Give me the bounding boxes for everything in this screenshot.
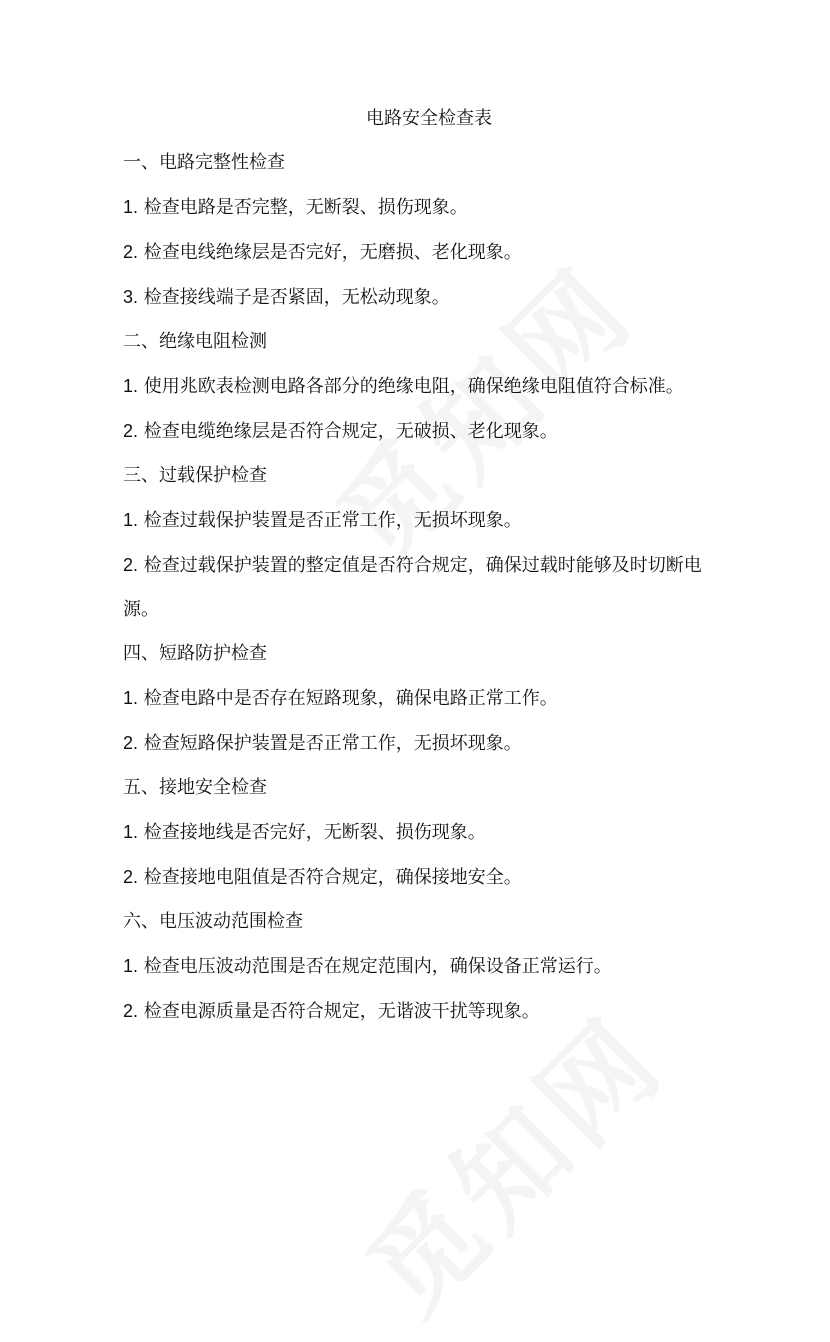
list-item bbox=[123, 953, 723, 980]
document-body bbox=[123, 106, 723, 1043]
item-text: 检查过载保护装置的整定值是否符合规定，确保过载时能够及时切断电源。 bbox=[123, 555, 702, 620]
item-number: 2. bbox=[123, 733, 139, 753]
item-number: 1. bbox=[123, 376, 139, 396]
item-number: 2. bbox=[123, 421, 139, 441]
item-text: 检查过载保护装置是否正常工作，无损坏现象。 bbox=[143, 510, 522, 531]
list-item bbox=[123, 998, 723, 1025]
item-text: 检查电路是否完整，无断裂、损伤现象。 bbox=[143, 197, 468, 218]
section-heading: 六、电压波动范围检查 bbox=[123, 911, 303, 932]
list-item bbox=[123, 543, 713, 632]
list-item bbox=[123, 507, 723, 534]
list-item bbox=[123, 819, 723, 846]
list-item bbox=[123, 730, 723, 757]
item-text: 检查电源质量是否符合规定，无谐波干扰等现象。 bbox=[143, 1001, 540, 1022]
section-heading: 二、绝缘电阻检测 bbox=[123, 331, 267, 352]
page-title: 电路安全检查表 bbox=[366, 108, 492, 129]
list-item bbox=[123, 284, 723, 311]
list-item bbox=[123, 194, 723, 221]
item-number: 1. bbox=[123, 956, 139, 976]
list-item bbox=[123, 418, 723, 445]
item-number: 3. bbox=[123, 287, 139, 307]
item-text: 使用兆欧表检测电路各部分的绝缘电阻，确保绝缘电阻值符合标准。 bbox=[143, 376, 684, 397]
item-number: 2. bbox=[123, 1001, 139, 1021]
list-item bbox=[123, 685, 723, 712]
section-heading: 三、过载保护检查 bbox=[123, 465, 267, 486]
item-number: 1. bbox=[123, 510, 139, 530]
item-number: 2. bbox=[123, 555, 139, 575]
item-text: 检查电缆绝缘层是否符合规定，无破损、老化现象。 bbox=[143, 421, 558, 442]
item-number: 1. bbox=[123, 822, 139, 842]
item-number: 1. bbox=[123, 197, 139, 217]
item-number: 2. bbox=[123, 242, 139, 262]
item-text: 检查接地电阻值是否符合规定，确保接地安全。 bbox=[143, 867, 522, 888]
item-text: 检查短路保护装置是否正常工作，无损坏现象。 bbox=[143, 733, 522, 754]
section-heading: 五、接地安全检查 bbox=[123, 777, 267, 798]
item-text: 检查电压波动范围是否在规定范围内，确保设备正常运行。 bbox=[143, 956, 612, 977]
list-item bbox=[123, 239, 723, 266]
item-text: 检查电路中是否存在短路现象，确保电路正常工作。 bbox=[143, 688, 558, 709]
item-number: 1. bbox=[123, 688, 139, 708]
list-item bbox=[123, 364, 713, 409]
list-item bbox=[123, 864, 723, 891]
section-heading: 一、电路完整性检查 bbox=[123, 152, 285, 173]
section-heading: 四、短路防护检查 bbox=[123, 643, 267, 664]
item-text: 检查接线端子是否紧固，无松动现象。 bbox=[143, 287, 450, 308]
item-number: 2. bbox=[123, 867, 139, 887]
item-text: 检查电线绝缘层是否完好，无磨损、老化现象。 bbox=[143, 242, 522, 263]
item-text: 检查接地线是否完好，无断裂、损伤现象。 bbox=[143, 822, 486, 843]
